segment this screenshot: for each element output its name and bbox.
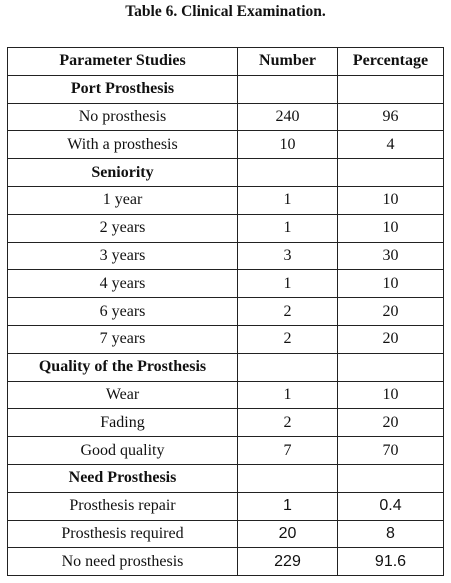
row-percentage: 10 — [338, 214, 444, 242]
row-label: With a prosthesis — [8, 131, 238, 159]
table-row — [8, 242, 444, 270]
row-percentage: 10 — [338, 270, 444, 298]
table-row — [8, 131, 444, 159]
row-number: 10 — [238, 131, 338, 159]
section-row — [8, 353, 444, 381]
table-row — [8, 381, 444, 409]
section-title: Quality of the Prosthesis — [8, 353, 238, 381]
clinical-examination-table — [7, 47, 444, 576]
row-label: Wear — [8, 381, 238, 409]
row-label: 7 years — [8, 325, 238, 353]
table-row — [8, 270, 444, 298]
row-label: 3 years — [8, 242, 238, 270]
section-title: Need Prosthesis — [8, 464, 238, 492]
table-row — [8, 437, 444, 465]
row-percentage: 96 — [338, 103, 444, 131]
row-percentage: 4 — [338, 131, 444, 159]
row-number: 1 — [238, 492, 338, 520]
row-label: 2 years — [8, 214, 238, 242]
row-number: 3 — [238, 242, 338, 270]
table-row — [8, 214, 444, 242]
row-percentage: 20 — [338, 409, 444, 437]
row-number: 229 — [238, 548, 338, 576]
row-label: 1 year — [8, 186, 238, 214]
section-title: Port Prosthesis — [8, 75, 238, 103]
row-number: 1 — [238, 186, 338, 214]
row-label: 6 years — [8, 298, 238, 326]
table-row — [8, 548, 444, 576]
section-row — [8, 464, 444, 492]
header-parameter: Parameter Studies — [8, 48, 238, 76]
row-percentage: 20 — [338, 298, 444, 326]
header-number: Number — [238, 48, 338, 76]
row-label: No prosthesis — [8, 103, 238, 131]
section-row — [8, 75, 444, 103]
table-row — [8, 186, 444, 214]
row-percentage: 91.6 — [338, 548, 444, 576]
row-percentage: 20 — [338, 325, 444, 353]
row-label: Good quality — [8, 437, 238, 465]
row-percentage: 70 — [338, 437, 444, 465]
row-number: 20 — [238, 520, 338, 548]
row-number: 1 — [238, 381, 338, 409]
table-row — [8, 103, 444, 131]
header-percentage: Percentage — [338, 48, 444, 76]
row-number: 240 — [238, 103, 338, 131]
table-caption: Table 6. Clinical Examination. — [125, 3, 326, 20]
row-number: 1 — [238, 214, 338, 242]
row-label: 4 years — [8, 270, 238, 298]
table-row — [8, 298, 444, 326]
table-row — [8, 409, 444, 437]
row-number: 2 — [238, 298, 338, 326]
row-percentage: 30 — [338, 242, 444, 270]
table-row — [8, 325, 444, 353]
table-row — [8, 492, 444, 520]
row-label: Prosthesis required — [8, 520, 238, 548]
row-label: No need prosthesis — [8, 548, 238, 576]
row-number: 2 — [238, 325, 338, 353]
row-label: Prosthesis repair — [8, 492, 238, 520]
section-title: Seniority — [8, 159, 238, 187]
row-number: 1 — [238, 270, 338, 298]
row-label: Fading — [8, 409, 238, 437]
section-row — [8, 159, 444, 187]
table-row — [8, 520, 444, 548]
row-number: 7 — [238, 437, 338, 465]
row-percentage: 0.4 — [338, 492, 444, 520]
row-number: 2 — [238, 409, 338, 437]
row-percentage: 10 — [338, 381, 444, 409]
row-percentage: 10 — [338, 186, 444, 214]
header-row — [8, 48, 444, 76]
row-percentage: 8 — [338, 520, 444, 548]
